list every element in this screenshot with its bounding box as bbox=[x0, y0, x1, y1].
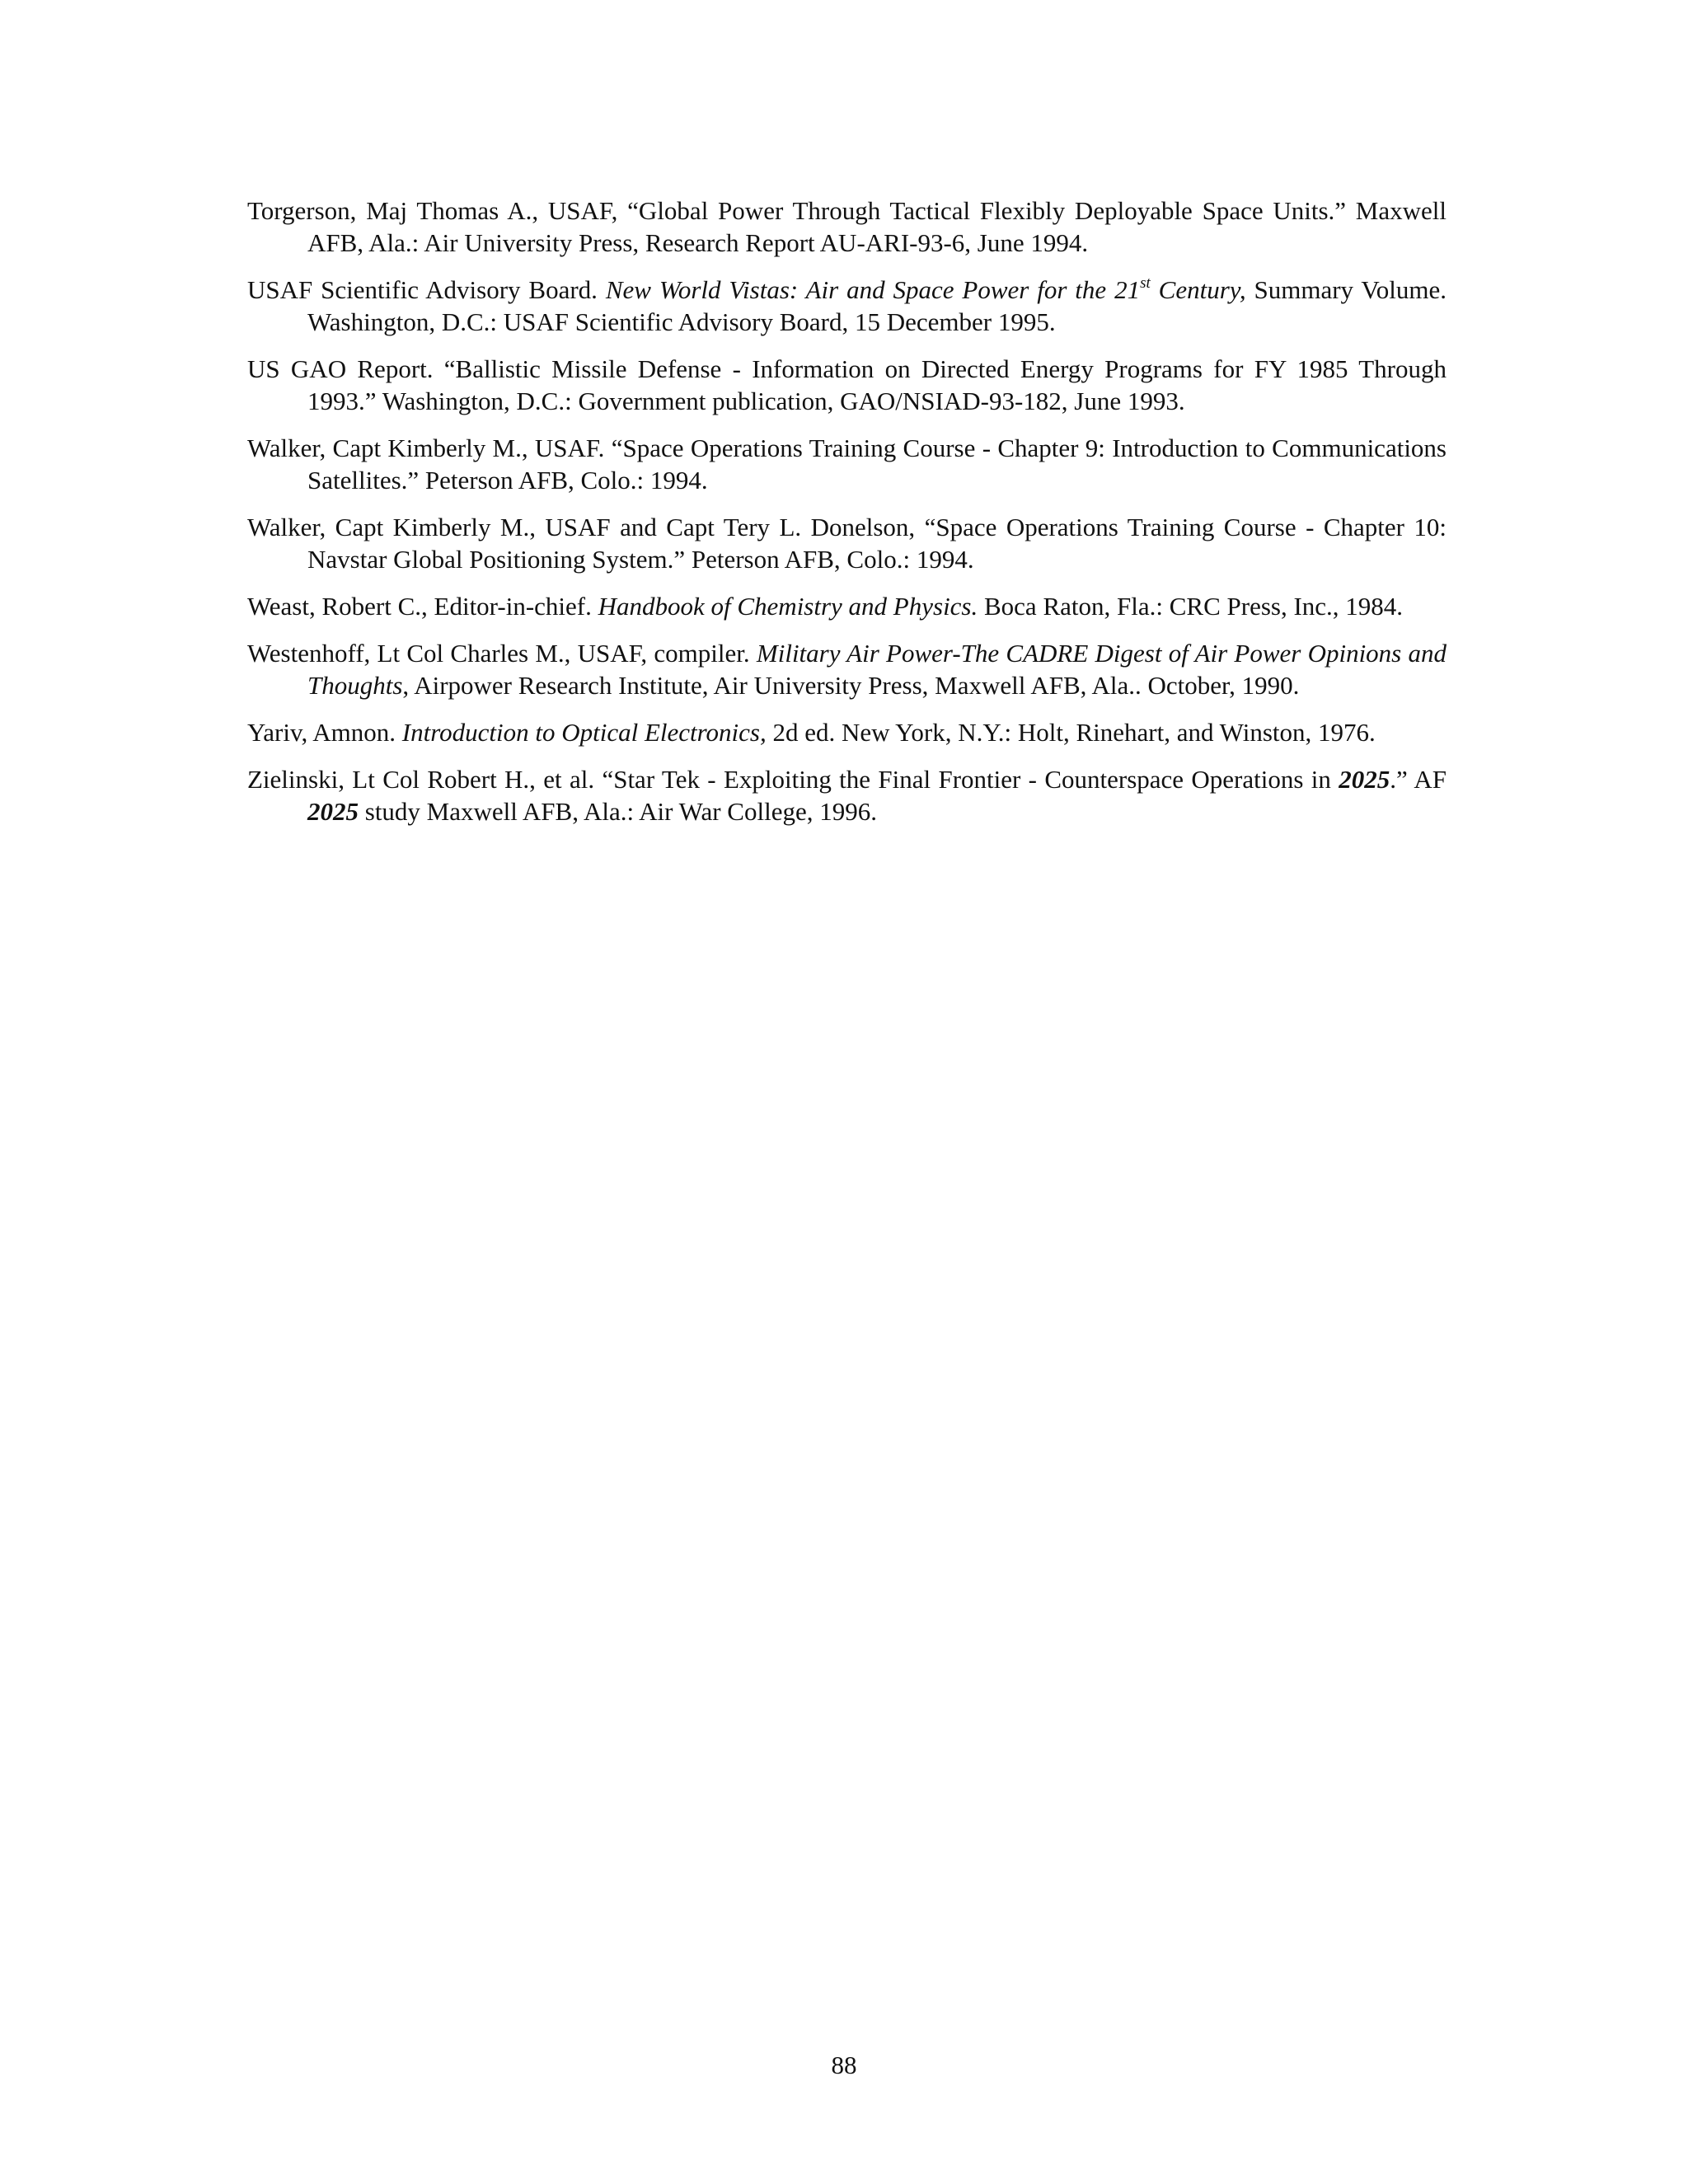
reference-entry bbox=[247, 511, 1447, 575]
reference-entry bbox=[247, 590, 1447, 622]
reference-emphasis: 2025 bbox=[307, 797, 359, 826]
bibliography-list bbox=[247, 194, 1447, 842]
reference-title: Century, bbox=[1150, 275, 1246, 304]
reference-text: 2d ed. New York, N.Y.: Holt, Rinehart, and Winston, 1976. bbox=[766, 718, 1376, 747]
reference-emphasis: 2025 bbox=[1339, 765, 1390, 794]
reference-title: New World Vistas: Air and Space Power for the 21 bbox=[605, 275, 1141, 304]
reference-text: Summary Volume. Washington, D.C.: USAF Scientific Advisory Board, 15 December 1995. bbox=[307, 275, 1447, 336]
reference-entry bbox=[247, 716, 1447, 748]
reference-text: Weast, Robert C., Editor-in-chief. bbox=[247, 592, 598, 621]
reference-text: study Maxwell AFB, Ala.: Air War College, 1996. bbox=[359, 797, 877, 826]
reference-text: , Airpower Research Institute, Air University Press, Maxwell AFB, Ala.. October, 1990. bbox=[402, 671, 1300, 700]
reference-text: Torgerson, Maj Thomas A., USAF, “Global Power Through Tactical Flexibly Deployable Space Units.” Maxwell AFB, Ala.: Air University Press, Research Report AU-ARI-93-6, June 1994. bbox=[247, 196, 1447, 257]
reference-entry bbox=[247, 763, 1447, 827]
page-number: 88 bbox=[831, 2050, 857, 2079]
reference-entry bbox=[247, 274, 1447, 338]
reference-entry bbox=[247, 637, 1447, 701]
reference-text: Walker, Capt Kimberly M., USAF and Capt Tery L. Donelson, “Space Operations Training Course - Chapter 10: Navstar Global Positioning System.” Peterson AFB, Colo.: 1994. bbox=[247, 513, 1447, 574]
reference-text: US GAO Report. “Ballistic Missile Defense - Information on Directed Energy Programs for FY 1985 Through 1993.” Washington, D.C.: Government publication, GAO/NSIAD-93-182, June 1993. bbox=[247, 354, 1447, 415]
reference-text: Zielinski, Lt Col Robert H., et al. “Star Tek - Exploiting the Final Frontier - Counterspace Operations in bbox=[247, 765, 1339, 794]
reference-title: Handbook of Chemistry and Physics. bbox=[598, 592, 978, 621]
reference-entry bbox=[247, 194, 1447, 259]
reference-text: Boca Raton, Fla.: CRC Press, Inc., 1984. bbox=[978, 592, 1404, 621]
reference-text: Walker, Capt Kimberly M., USAF. “Space Operations Training Course - Chapter 9: Introduction to Communications Satellites.” Peterson AFB, Colo.: 1994. bbox=[247, 434, 1447, 494]
reference-entry bbox=[247, 353, 1447, 417]
reference-entry bbox=[247, 432, 1447, 496]
reference-text: Westenhoff, Lt Col Charles M., USAF, compiler. bbox=[247, 639, 757, 668]
reference-text: Yariv, Amnon. bbox=[247, 718, 402, 747]
reference-title: Military Air Power-The CADRE Digest of Air Power Opinions and Thoughts bbox=[307, 639, 1447, 700]
reference-text: .” AF bbox=[1390, 765, 1447, 794]
reference-text: USAF Scientific Advisory Board. bbox=[247, 275, 606, 304]
reference-title: Introduction to Optical Electronics, bbox=[401, 718, 767, 747]
reference-superscript: st bbox=[1140, 274, 1151, 292]
